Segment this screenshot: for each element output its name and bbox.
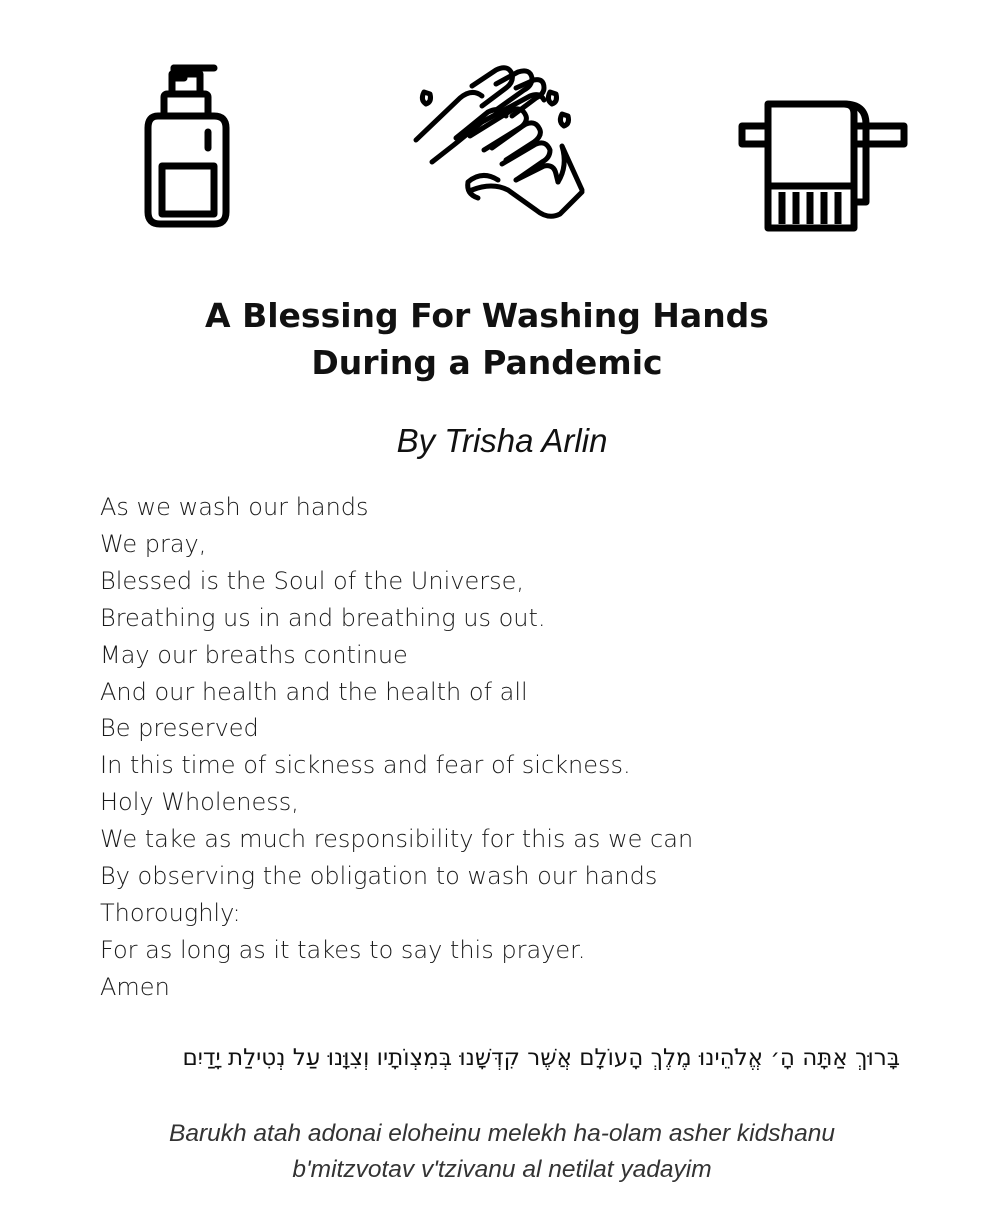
poem-text (100, 489, 960, 1006)
page-title (0, 292, 974, 386)
poem-line: May our breaths continue (100, 640, 408, 669)
poem-line: Amen (100, 972, 170, 1001)
poem-line: Breathing us in and breathing us out. (100, 603, 546, 632)
poem-line: We take as much responsibility for this as we can (100, 825, 694, 854)
author-byline: By Trisha Arlin (396, 422, 608, 459)
poem-line: For as long as it takes to say this prayer. (100, 935, 586, 964)
poem-line: We pray, (100, 529, 207, 558)
poem-line: Be preserved (100, 714, 259, 743)
washing-hands-icon (412, 62, 592, 227)
title-line-1: A Blessing For Washing Hands (205, 296, 769, 335)
poem-line: Blessed is the Soul of the Universe, (100, 566, 524, 595)
poem-line: Holy Wholeness, (100, 788, 299, 817)
poem-line: As we wash our hands (100, 493, 369, 521)
title-line-2: During a Pandemic (311, 343, 663, 382)
poem-line: By observing the obligation to wash our hands (100, 862, 658, 891)
poem-line: And our health and the health of all (100, 677, 528, 706)
poem-line: In this time of sickness and fear of sickness. (100, 751, 631, 780)
towel-on-rack-icon (738, 96, 908, 232)
soap-dispenser-icon (140, 62, 236, 230)
transliteration-line-2: b'mitzvotav v'tzivanu al netilat yadayim (292, 1156, 712, 1183)
transliteration (0, 1116, 984, 1188)
poem-line: Thoroughly: (100, 898, 241, 927)
hebrew-blessing: בָּרוּךְ אַתָּה הָ׳ אֱלֹהֵינוּ מֶלֶךְ הָעוֹלָם אֲשֶׁר קִדְּשָׁנוּ בְּמִצְוֹתָיו וְצִוָּנוּ עַל נְטִילַת יָדַיִם (182, 1045, 900, 1071)
transliteration-line-1: Barukh atah adonai eloheinu melekh ha-olam asher kidshanu (168, 1120, 836, 1147)
